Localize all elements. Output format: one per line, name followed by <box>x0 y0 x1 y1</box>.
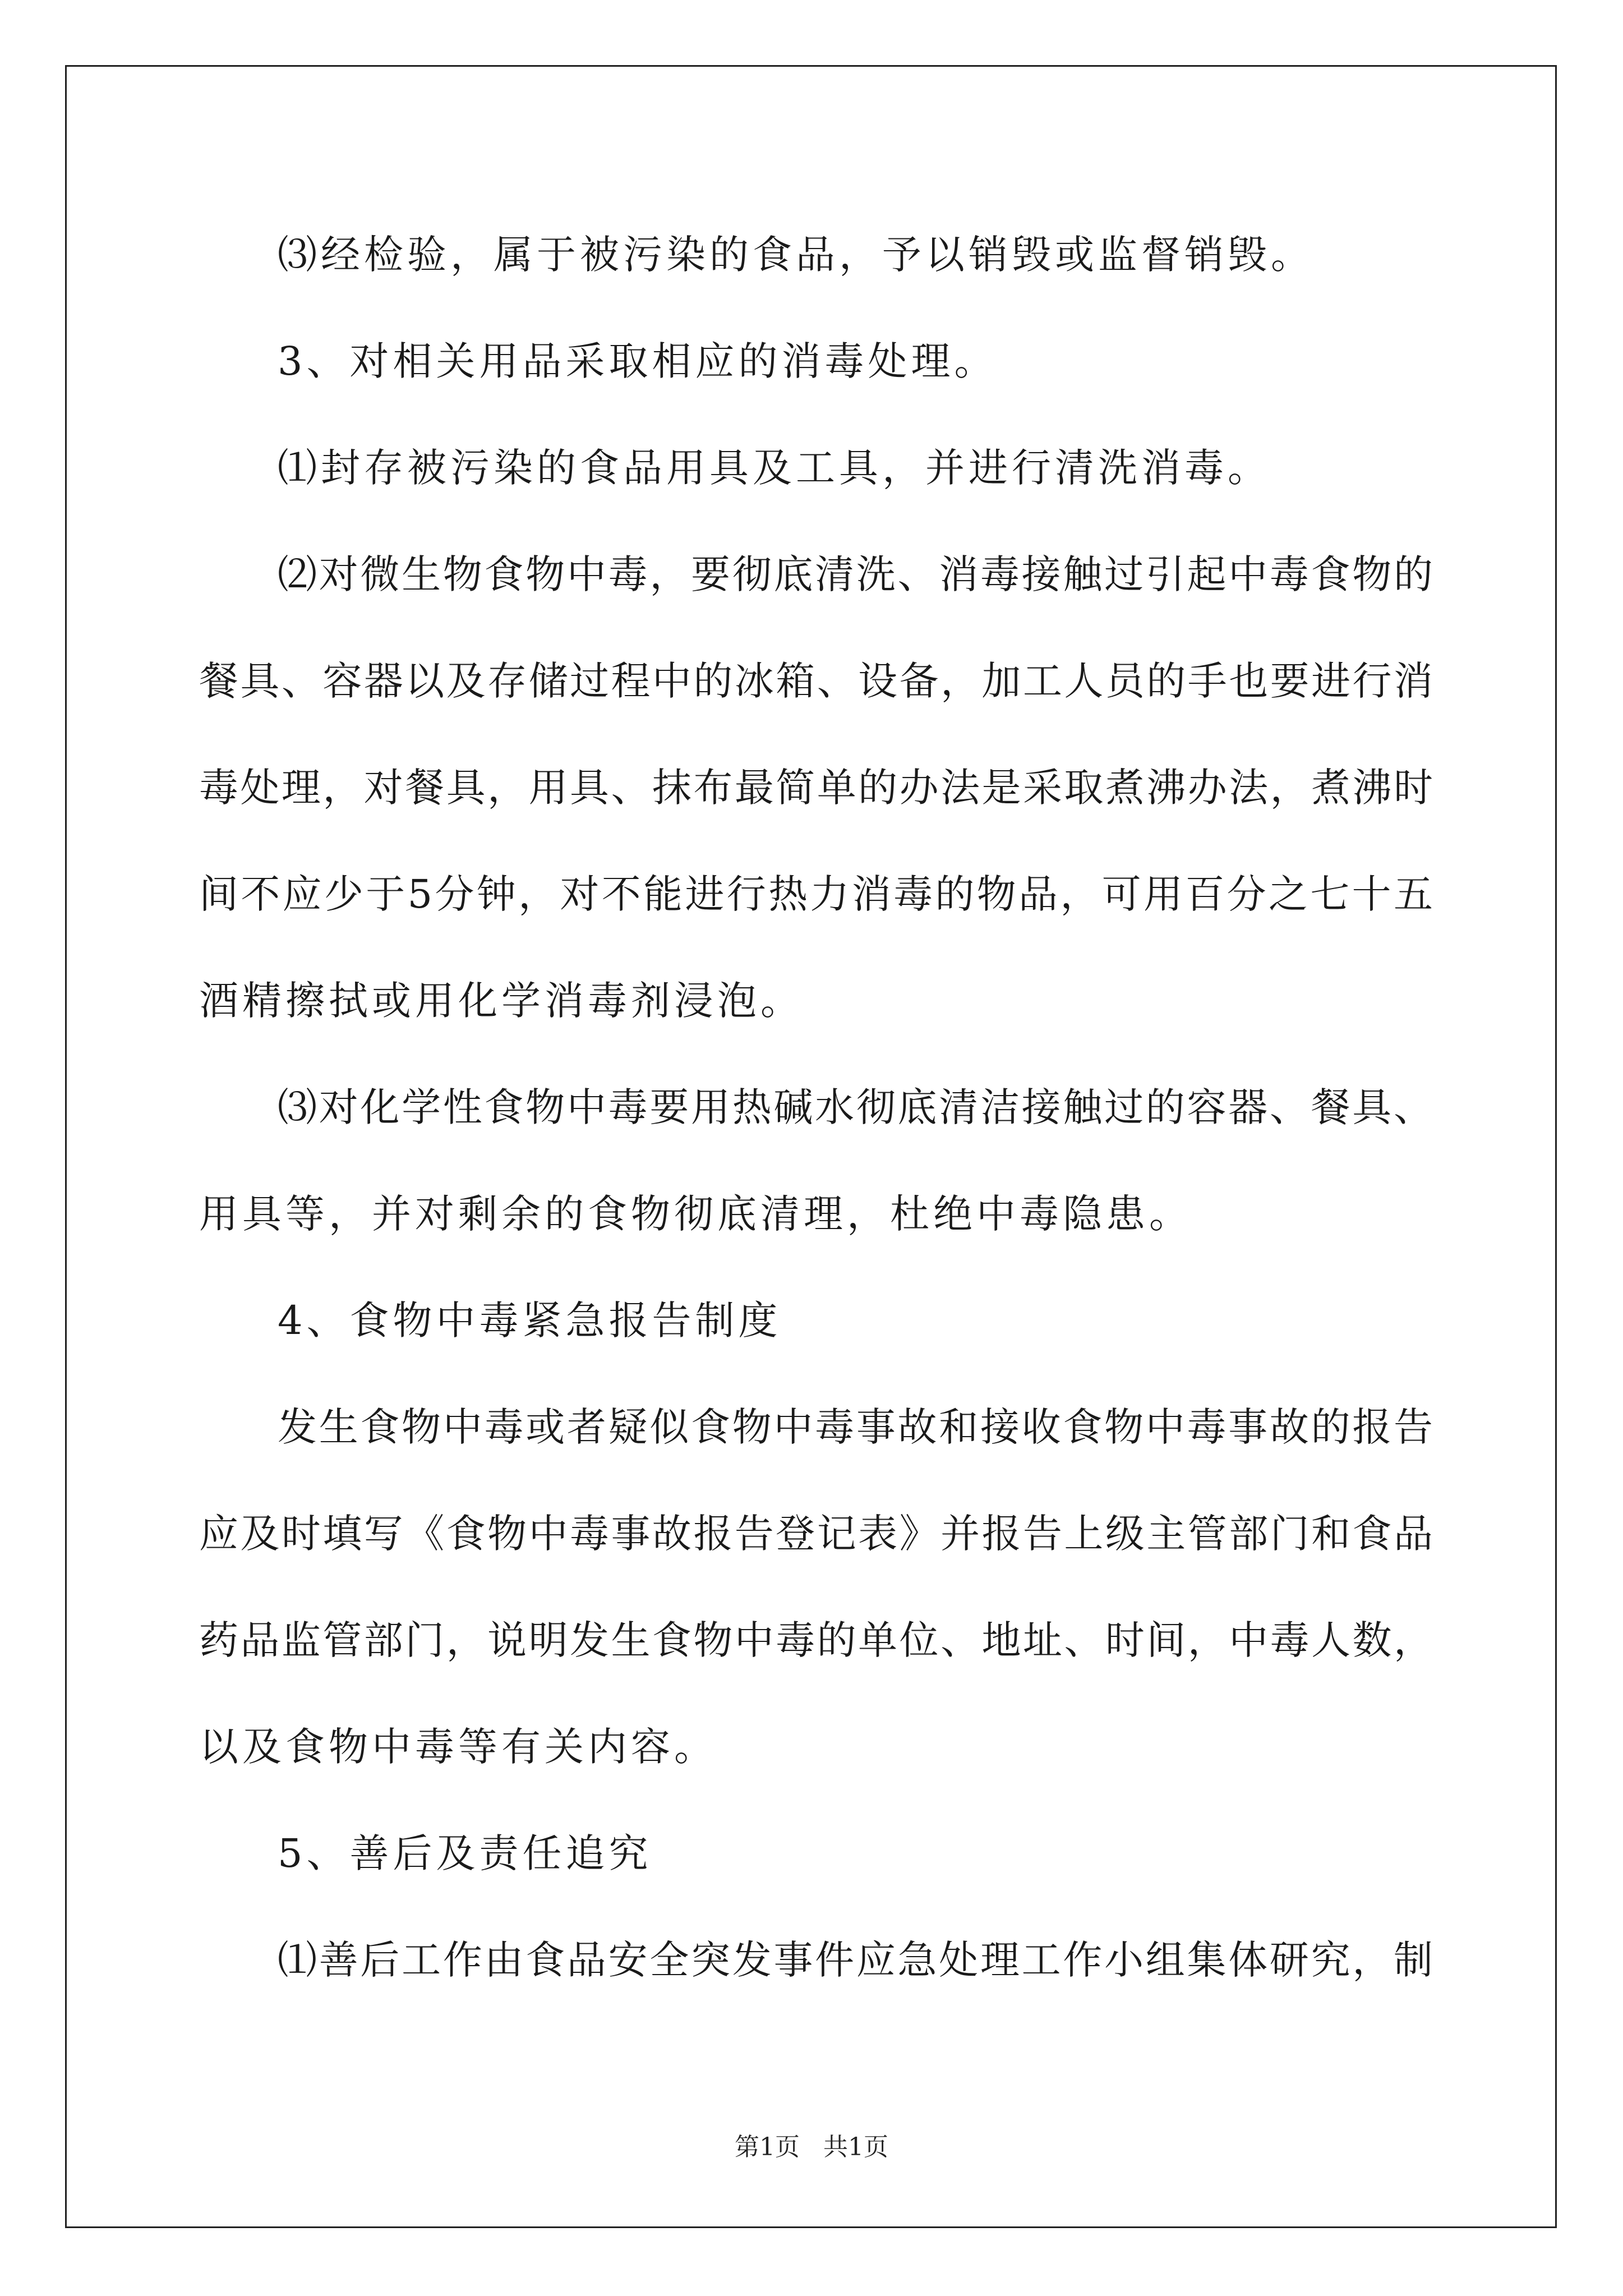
text-line: 酒精擦拭或用化学消毒剂浸泡。 <box>199 978 804 1024</box>
text-line: ⑴封存被污染的食品用具及工具，并进行清洗消毒。 <box>278 445 1271 491</box>
page-number: 第1页 共1页 <box>735 2133 888 2161</box>
text-line: ⑵对微生物食物中毒，要彻底清洗、消毒接触过引起中毒食物的 <box>278 551 1433 597</box>
text-line: 用具等，并对剩余的食物彻底清理，杜绝中毒隐患。 <box>199 1191 1192 1237</box>
text-line: ⑴善后工作由食品安全突发事件应急处理工作小组集体研究，制 <box>278 1937 1433 1983</box>
section-heading: 4、食物中毒紧急报告制度 <box>278 1297 782 1343</box>
text-line: 药品监管部门，说明发生食物中毒的单位、地址、时间，中毒人数， <box>199 1617 1433 1663</box>
text-line: ⑶经检验，属于被污染的食品，予以销毁或监督销毁。 <box>278 232 1314 278</box>
text-line: 毒处理，对餐具，用具、抹布最简单的办法是采取煮沸办法，煮沸时 <box>199 765 1433 811</box>
text-line: 间不应少于5分钟，对不能进行热力消毒的物品，可用百分之七十五 <box>199 871 1433 917</box>
page-border <box>65 65 1557 2228</box>
text-line: 发生食物中毒或者疑似食物中毒事故和接收食物中毒事故的报告 <box>278 1404 1433 1450</box>
text-line: ⑶对化学性食物中毒要用热碱水彻底清洁接触过的容器、餐具、 <box>278 1084 1433 1130</box>
text-line: 餐具、容器以及存储过程中的冰箱、设备，加工人员的手也要进行消 <box>199 658 1433 704</box>
text-line: 应及时填写《食物中毒事故报告登记表》并报告上级主管部门和食品 <box>199 1511 1433 1557</box>
section-heading: 3、对相关用品采取相应的消毒处理。 <box>278 338 998 384</box>
text-line: 以及食物中毒等有关内容。 <box>199 1724 717 1770</box>
section-heading: 5、善后及责任追究 <box>278 1830 652 1876</box>
